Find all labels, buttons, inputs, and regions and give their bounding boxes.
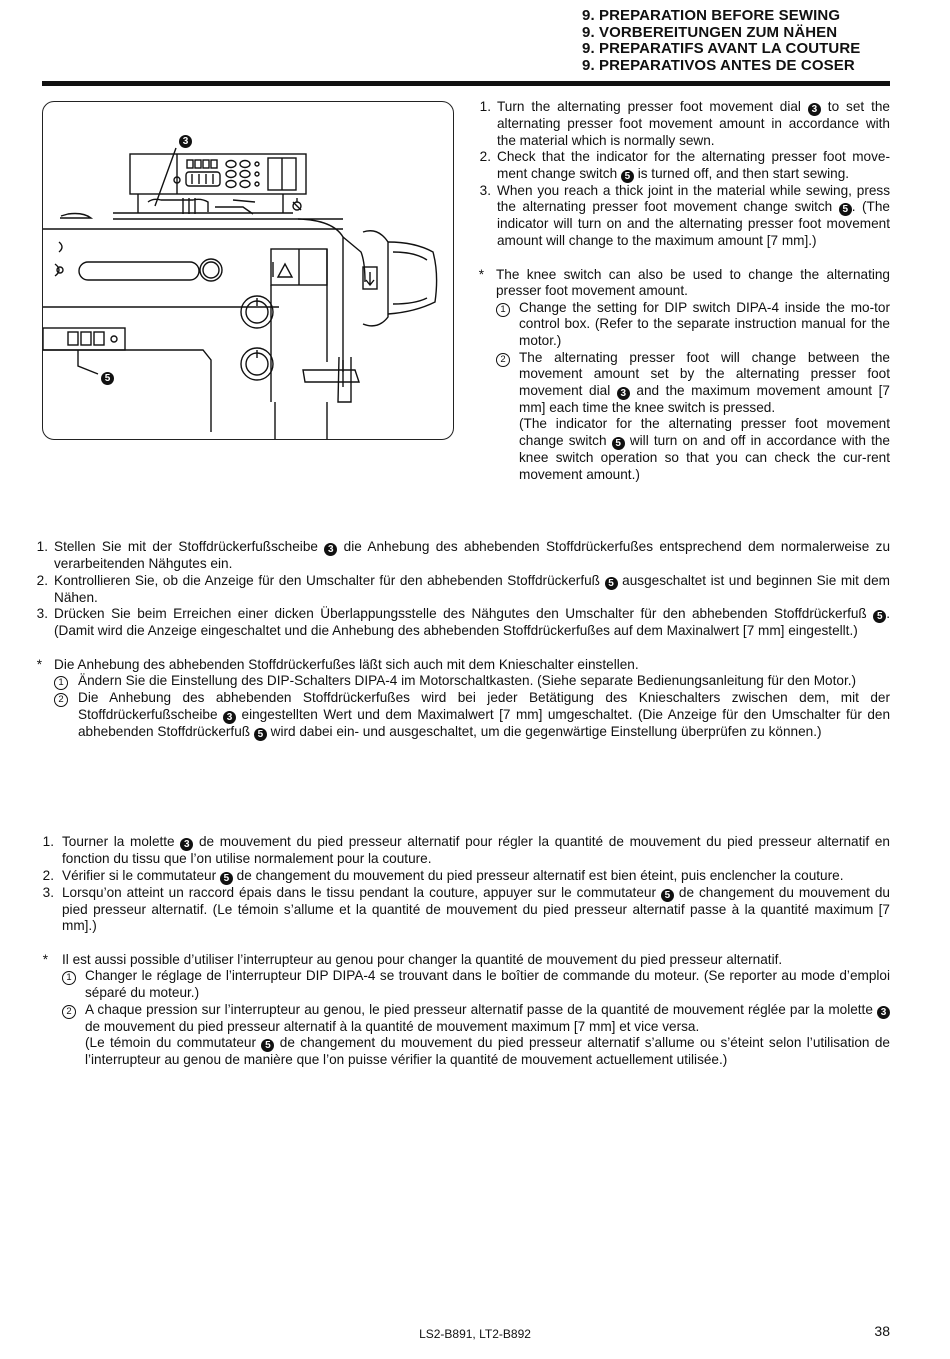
header-rule [42,81,890,86]
ref-3-icon: 3 [324,543,337,556]
circled-1-icon: 1 [62,971,76,985]
heading-french: 9. PREPARATIFS AVANT LA COUTURE [582,40,861,57]
french-instructions [40,834,890,1069]
step-item: 3. Lorsqu’on atteint un raccord épais dans le tissu pendant la couture, appuyer sur le commutateur 5 de changement du mouvement du pied presseur alternatif. (Le témoin s’allume et la quantité de mouvement du pied presseur alternatif passe à la quantité maximum [7 mm].) [42,884,890,934]
ref-5-icon: 5 [873,610,886,623]
ref-5-icon: 5 [661,889,674,902]
model-number: LS2-B891, LT2-B892 [419,1327,531,1341]
step-item: 2. Vérifier si le commutateur 5 de changement du mouvement du pied presseur alternatif est bien éteint, puis enclencher la couture. [42,867,844,884]
heading-english: 9. PREPARATION BEFORE SEWING [582,7,841,24]
ref-5-icon: 5 [839,203,852,216]
note-item: * The knee switch can also be used to change the alternating presser foot movement amount. [478,266,890,299]
step-item: 2. Check that the indicator for the alternating presser foot move-ment change switch 5 is turned off, and then start sewing. [479,149,890,182]
page-number: 38 [874,1323,890,1339]
circled-2-icon: 2 [496,353,510,367]
note-item: * Die Anhebung des abhebenden Stoffdrückerfußes läßt sich auch mit dem Knieschalter einstellen. [36,656,639,672]
step-item: 1. Tourner la molette 3 de mouvement du pied presseur alternatif pour régler la quantité de mouvement du pied presseur alternatif en fonction du tissu que l’on utilise normalement pour la couture. [42,834,890,866]
circled-2-icon: 2 [54,693,68,707]
ref-5-icon: 5 [612,437,625,450]
sub-item: 1 Ändern Sie die Einstellung des DIP-Schalters DIPA-4 im Motorschaltkasten. (Siehe separate Bedienungsanleitung für den Motor.) [34,673,890,690]
ref-3-icon: 3 [180,838,193,851]
step-item: 1. Turn the alternating presser foot movement dial 3 to set the alternating presser foot movement amount in accordance with the material which is normally sewn. [479,99,890,148]
circled-2-icon: 2 [62,1005,76,1019]
ref-5-icon: 5 [261,1039,274,1052]
step-item: 3. Drücken Sie beim Erreichen einer dicken Überlappungsstelle des Nähgutes den Umschalter für den abhebenden Stoffdrückerfuß 5 . (Damit wird die Anzeige eingeschaltet und die Anhebung des abhebenden Stoffdrückerfußes auf dem Maxinalwert [7 mm] eingestellt.) [36,606,890,639]
ref-3-icon: 3 [877,1006,890,1019]
sub-item: 2 A chaque pression sur l’interrupteur au genou, le pied presseur alternatif passe de la quantité de mouvement réglée par la molette 3 de mouvement du pied presseur alternatif à la quantité de mouvement maximum [7 mm] et vice versa. (Le témoin du commutateur 5 de changement du mouvement du pied presseur alternatif s’allume ou s’éteint selon l’utilisation de l’interrupteur au genou de manière que l’on puisse vérifier la quantité de mouvement actuellement utilisée.) [40,1002,890,1069]
note-item: * Il est aussi possible d’utiliser l’interrupteur au genou pour changer la quantité de mouvement du pied presseur alternatif. [42,951,783,967]
circled-1-icon: 1 [54,676,68,690]
ref-3-icon: 3 [617,387,630,400]
machine-illustration [42,101,454,440]
ref-3-icon: 3 [808,103,821,116]
circled-1-icon: 1 [496,303,510,317]
ref-5-icon: 5 [621,170,634,183]
sub-item: 2 Die Anhebung des abhebenden Stoffdrückerfußes wird bei jeder Betätigung des Knieschalters zwischen dem, mit der Stoffdrückerfußscheibe 3 eingestellten Wert und dem Maximalwert [7 mm] umgeschaltet. (Die Anzeige für den Umschalter für den abhebenden Stoffdrückerfuß 5 wird dabei ein- und ausgeschaltet, um die gegenwärtige Einstellung überprüfen zu können.) [34,690,890,741]
control-panel [130,154,306,194]
german-instructions [34,539,890,741]
step-item: 1. Stellen Sie mit der Stoffdrückerfußscheibe 3 die Anhebung des abhebenden Stoffdrückerfußes entsprechend dem normalerweise zu verarbeitenden Nähgutes ein. [36,539,890,571]
sub-item: 1 Change the setting for DIP switch DIPA-4 inside the mo-tor control box. (Refer to the separate instruction manual for the motor.) [474,300,890,350]
ref-5-icon: 5 [605,577,618,590]
step-item: 3. When you reach a thick joint in the material while sewing, press the alternating presser foot movement change switch 5 . (The indicator will turn on and the alternating presser foot movement amount will change to the maximum amount [7 mm].) [479,182,890,248]
ref-5-icon: 5 [254,728,267,741]
english-instructions [474,99,890,483]
section-heading [582,8,912,74]
callout-dial-3: 3 [179,131,192,148]
sub-item: 1 Changer le réglage de l’interrupteur DIP DIPA-4 se trouvant dans le boîtier de commande du moteur. (Se reporter au mode d’emploi séparé du moteur.) [40,968,890,1001]
step-item: 2. Kontrollieren Sie, ob die Anzeige für den Umschalter für den abhebenden Stoffdrückerfuß 5 ausgeschaltet ist und beginnen Sie mit dem Nähen. [36,572,890,605]
heading-spanish: 9. PREPARATIVOS ANTES DE COSER [582,56,855,74]
ref-3-icon: 3 [223,711,236,724]
ref-5-icon: 5 [220,872,233,885]
heading-german: 9. VORBEREITUNGEN ZUM NÄHEN [582,23,838,41]
sub-item: 2 The alternating presser foot will change between the movement amount set by the alternating presser foot movement dial 3 and the maximum movement amount [7 mm] each time the knee switch is pressed. (The indicator for the alternating presser foot movement change switch 5 will turn on and off in accordance with the knee switch operation so that you can check the cur-rent movement amount.) [474,350,890,484]
callout-switch-5: 5 [101,368,114,385]
sewing-machine-drawing [43,102,453,439]
